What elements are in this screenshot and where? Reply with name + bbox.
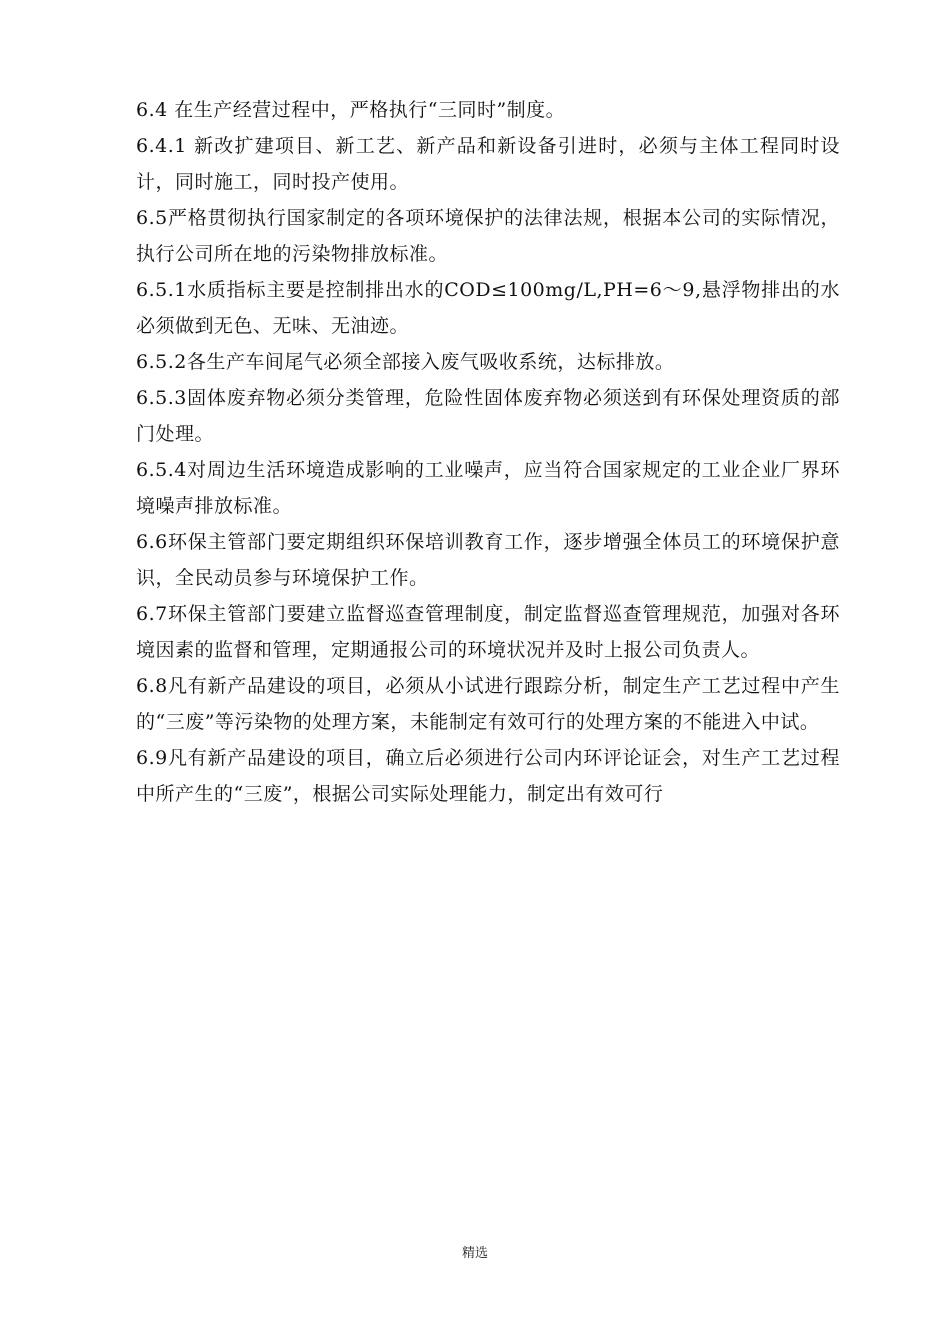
- paragraph-6-4: 6.4 在生产经营过程中，严格执行“三同时”制度。: [136, 99, 566, 121]
- paragraph-6-5-2: 6.5.2各生产车间尾气必须全部接入废气吸收系统，达标排放。: [136, 351, 675, 373]
- paragraph-6-9: 6.9凡有新产品建设的项目，确立后必须进行公司内环评论证会，对生产工艺过程中所产生的“三废”，根据公司实际处理能力，制定出有效可行: [136, 747, 840, 805]
- paragraph-6-5: 6.5严格贯彻执行国家制定的各项环境保护的法律法规，根据本公司的实际情况，执行公司所在地的污染物排放标准。: [136, 207, 840, 265]
- paragraph-6-7: 6.7环保主管部门要建立监督巡查管理制度，制定监督巡查管理规范，加强对各环境因素的监督和管理，定期通报公司的环境状况并及时上报公司负责人。: [136, 603, 840, 661]
- page-footer: 精选: [461, 1246, 488, 1261]
- paragraph-6-5-1: 6.5.1水质指标主要是控制排出水的COD≤100mg/L,PH=6～9,悬浮物排出的水必须做到无色、无味、无油迹。: [136, 279, 840, 337]
- paragraph-6-4-1: 6.4.1 新改扩建项目、新工艺、新产品和新设备引进时，必须与主体工程同时设计，同时施工，同时投产使用。: [136, 135, 840, 193]
- paragraph-6-8: 6.8凡有新产品建设的项目，必须从小试进行跟踪分析，制定生产工艺过程中产生的“三废”等污染物的处理方案，未能制定有效可行的处理方案的不能进入中试。: [136, 675, 840, 733]
- paragraph-6-5-3: 6.5.3固体废弃物必须分类管理，危险性固体废弃物必须送到有环保处理资质的部门处理。: [136, 387, 840, 445]
- paragraph-6-5-4: 6.5.4对周边生活环境造成影响的工业噪声，应当符合国家规定的工业企业厂界环境噪声排放标准。: [136, 459, 840, 517]
- paragraph-6-6: 6.6环保主管部门要定期组织环保培训教育工作，逐步增强全体员工的环境保护意识，全民动员参与环境保护工作。: [136, 531, 840, 589]
- document-body: [136, 92, 840, 812]
